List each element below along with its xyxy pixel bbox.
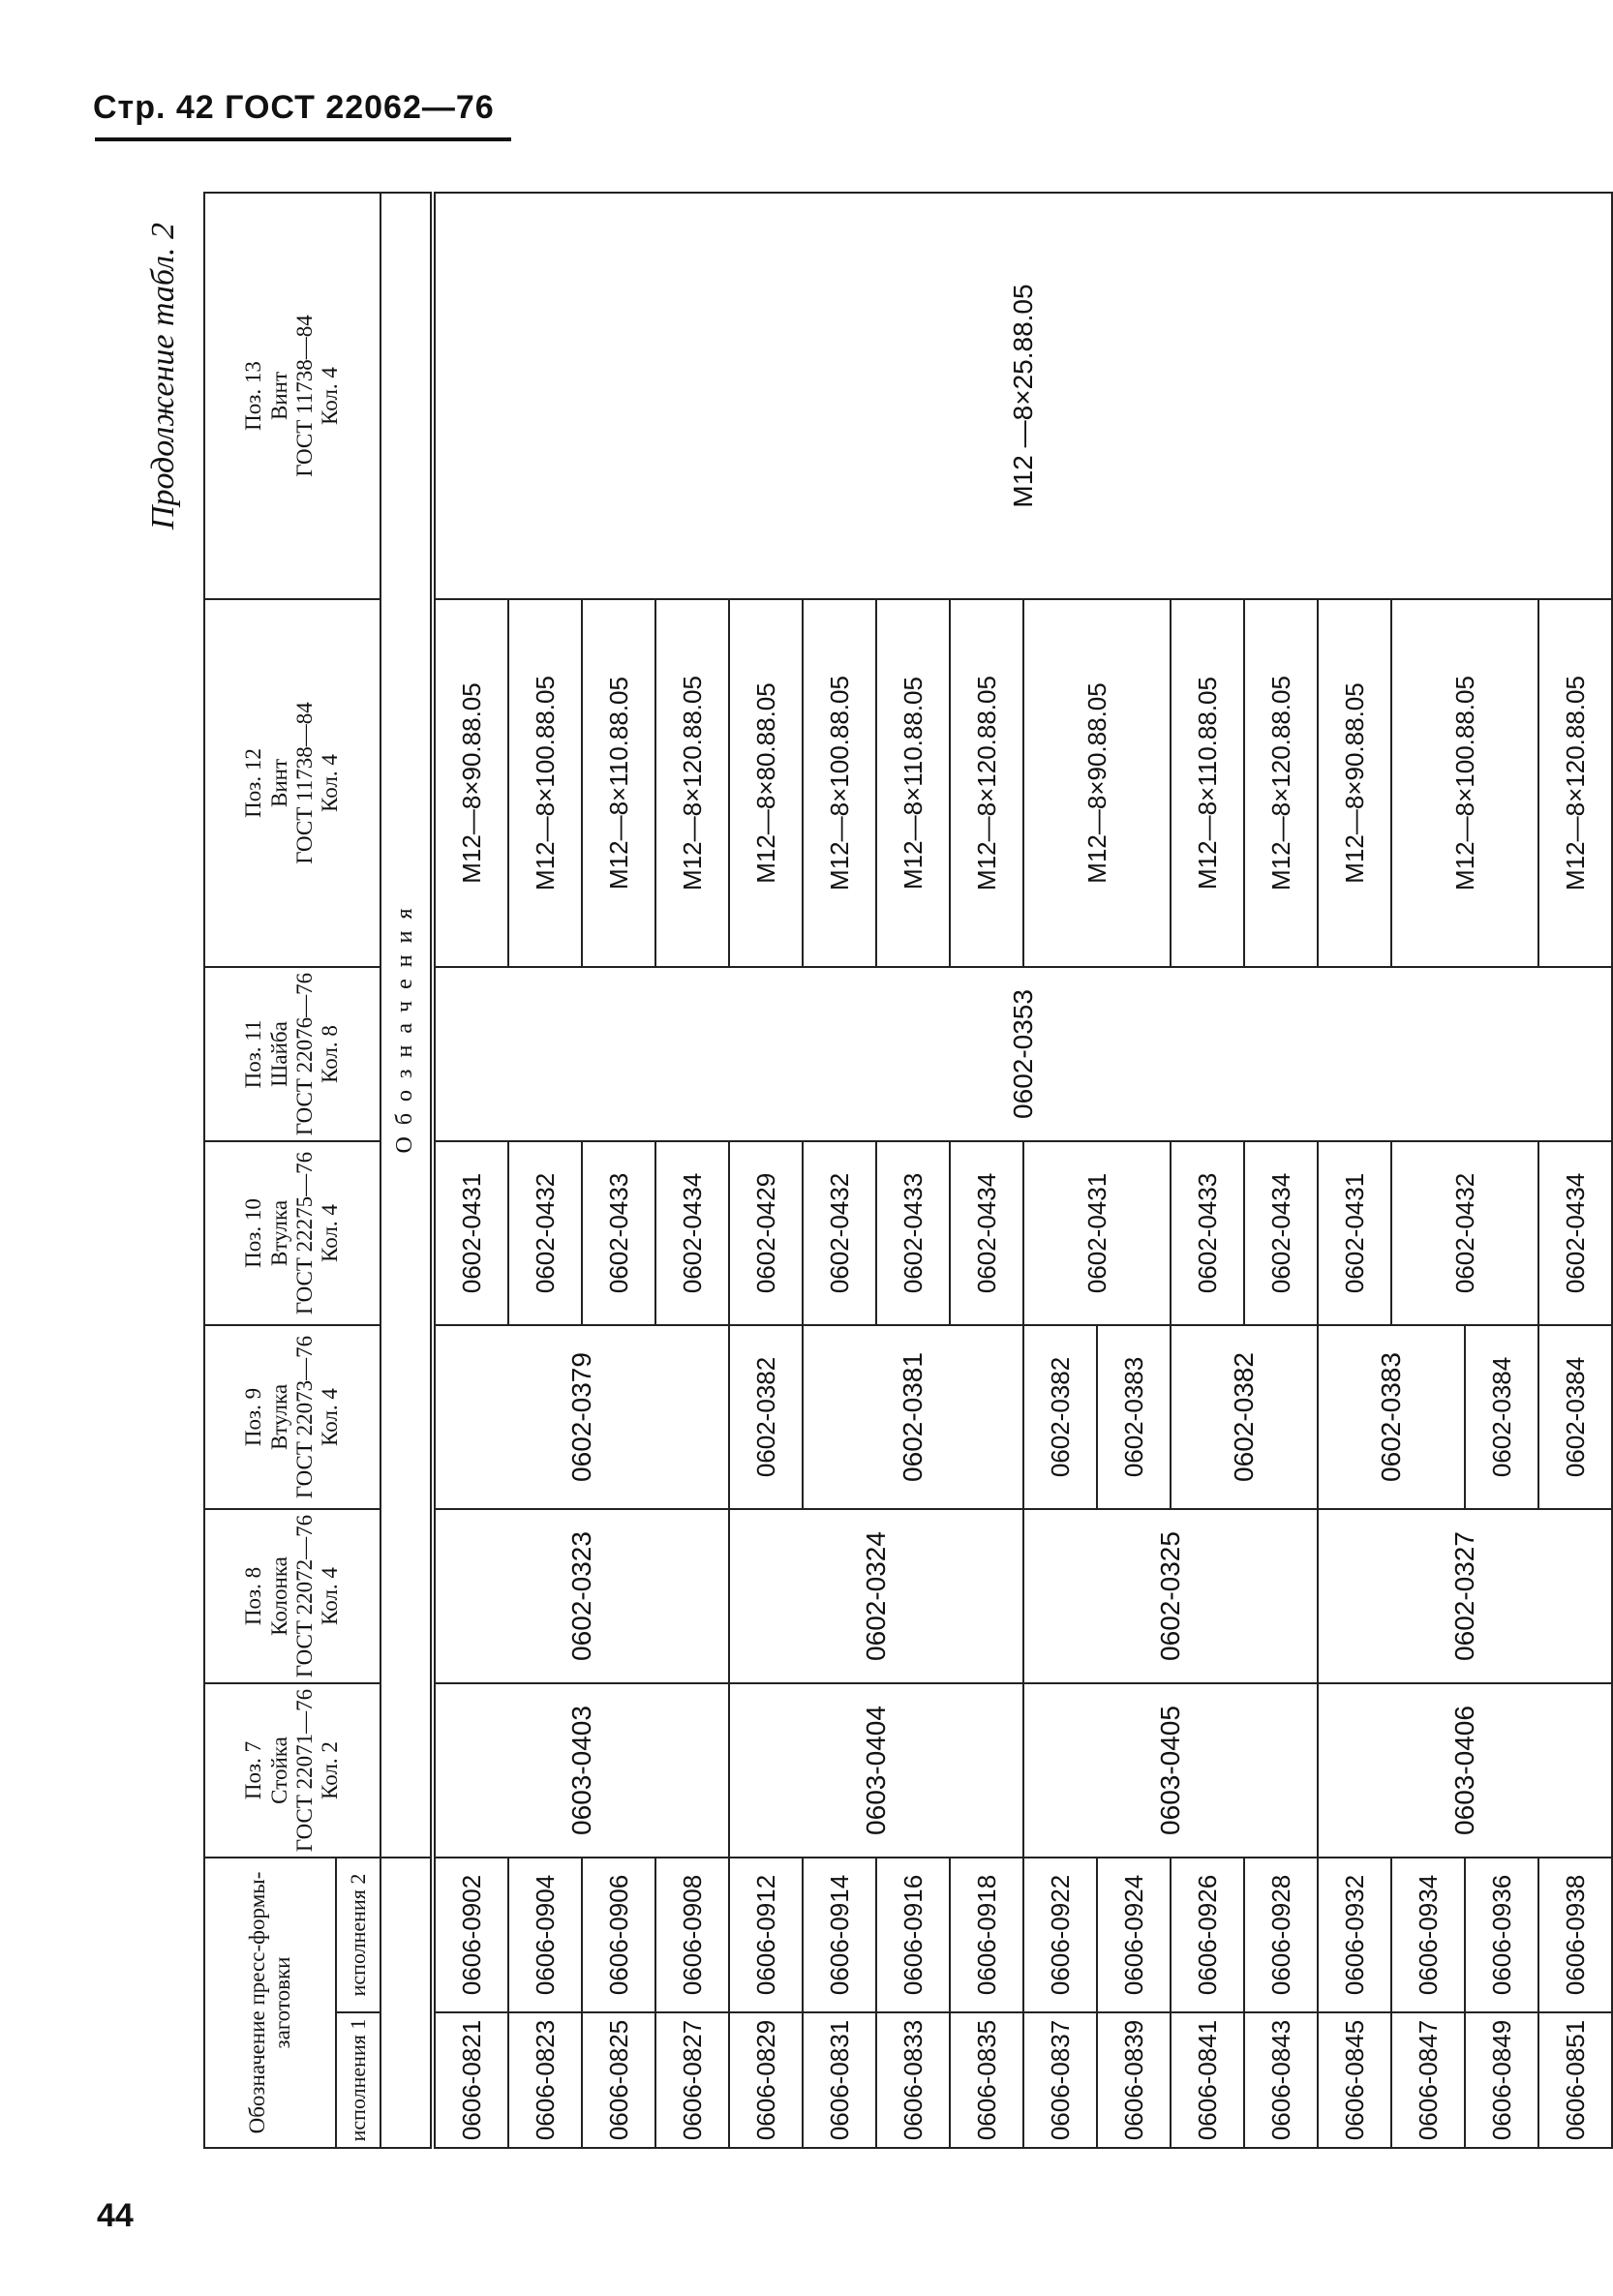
exec2-header: исполнения 2 (336, 1858, 380, 2012)
exec1-cell: 0606-0825 (582, 2012, 655, 2148)
pos9-cell: 0602-0383 (1318, 1325, 1465, 1509)
pos12-cell: М12—8×120.88.05 (1244, 599, 1318, 967)
pos10-cell: 0602-0431 (1318, 1141, 1391, 1325)
pos8-cell: 0602-0324 (729, 1509, 1023, 1683)
pos9-cell: 0602-0381 (803, 1325, 1023, 1509)
exec2-cell: 0606-0918 (950, 1858, 1023, 2012)
pos7-cell: 0603-0405 (1023, 1683, 1318, 1858)
pos10-cell: 0602-0431 (433, 1141, 508, 1325)
exec1-cell: 0606-0851 (1538, 2012, 1612, 2148)
pos9-cell: 0602-0383 (1097, 1325, 1171, 1509)
exec1-cell: 0606-0833 (876, 2012, 950, 2148)
pos7-cell: 0603-0406 (1318, 1683, 1612, 1858)
banner-blank (380, 1858, 433, 2148)
pos12-cell: М12—8×90.88.05 (1023, 599, 1171, 967)
page-number: 44 (97, 2197, 134, 2234)
exec1-cell: 0606-0843 (1244, 2012, 1318, 2148)
pos10-header: Поз. 10 Втулка ГОСТ 22275—76 Кол. 4 (204, 1141, 380, 1325)
pos9-cell: 0602-0379 (433, 1325, 729, 1509)
designation-header: Обозначение пресс-формы-заготовки (204, 1858, 336, 2148)
pos12-cell: М12—8×120.88.05 (1538, 599, 1612, 967)
exec2-cell: 0606-0934 (1391, 1858, 1465, 2012)
pos10-cell: 0602-0432 (1391, 1141, 1538, 1325)
pos12-cell: М12—8×90.88.05 (1318, 599, 1391, 967)
pos10-cell: 0602-0433 (876, 1141, 950, 1325)
exec2-cell: 0606-0906 (582, 1858, 655, 2012)
pos11-cell: 0602-0353 (433, 967, 1612, 1141)
header-rule (95, 137, 511, 141)
pos8-header: Поз. 8 Колонка ГОСТ 22072—76 Кол. 4 (204, 1509, 380, 1683)
pos10-cell: 0602-0434 (655, 1141, 729, 1325)
exec1-cell: 0606-0837 (1023, 2012, 1097, 2148)
pos12-cell: М12—8×120.88.05 (655, 599, 729, 967)
spec-table (203, 192, 1613, 2149)
pos13-cell: М12 —8×25.88.05 (433, 193, 1612, 599)
pos7-header: Поз. 7 Стойка ГОСТ 22071—76 Кол. 2 (204, 1683, 380, 1858)
pos9-cell: 0602-0382 (1023, 1325, 1097, 1509)
exec2-cell: 0606-0924 (1097, 1858, 1171, 2012)
pos8-cell: 0602-0323 (433, 1509, 729, 1683)
pos10-cell: 0602-0434 (1538, 1141, 1612, 1325)
pos12-cell: М12—8×120.88.05 (950, 599, 1023, 967)
exec1-cell: 0606-0849 (1465, 2012, 1538, 2148)
exec1-cell: 0606-0845 (1318, 2012, 1391, 2148)
pos8-cell: 0602-0325 (1023, 1509, 1318, 1683)
exec2-cell: 0606-0932 (1318, 1858, 1391, 2012)
exec1-cell: 0606-0835 (950, 2012, 1023, 2148)
exec1-cell: 0606-0839 (1097, 2012, 1171, 2148)
exec2-cell: 0606-0916 (876, 1858, 950, 2012)
pos10-cell: 0602-0429 (729, 1141, 803, 1325)
pos12-cell: М12—8×110.88.05 (582, 599, 655, 967)
pos9-cell: 0602-0384 (1538, 1325, 1612, 1509)
pos13-header: Поз. 13 Винт ГОСТ 11738—84 Кол. 4 (204, 193, 380, 599)
rotated-table-area (145, 194, 1590, 2149)
pos7-cell: 0603-0403 (433, 1683, 729, 1858)
pos10-cell: 0602-0432 (508, 1141, 582, 1325)
exec1-cell: 0606-0821 (433, 2012, 508, 2148)
table-row (433, 193, 508, 2148)
exec2-cell: 0606-0938 (1538, 1858, 1612, 2012)
pos10-cell: 0602-0432 (803, 1141, 876, 1325)
pos10-cell: 0602-0431 (1023, 1141, 1171, 1325)
pos11-header: Поз. 11 Шайба ГОСТ 22076—76 Кол. 8 (204, 967, 380, 1141)
exec2-cell: 0606-0928 (1244, 1858, 1318, 2012)
pos10-cell: 0602-0433 (582, 1141, 655, 1325)
exec2-cell: 0606-0908 (655, 1858, 729, 2012)
pos10-cell: 0602-0433 (1171, 1141, 1244, 1325)
pos9-cell: 0602-0382 (729, 1325, 803, 1509)
table-title: Продолжение табл. 2 (145, 223, 181, 530)
pos12-cell: М12—8×100.88.05 (1391, 599, 1538, 967)
pos10-cell: 0602-0434 (1244, 1141, 1318, 1325)
exec1-cell: 0606-0841 (1171, 2012, 1244, 2148)
exec2-cell: 0606-0936 (1465, 1858, 1538, 2012)
exec1-cell: 0606-0829 (729, 2012, 803, 2148)
pos9-cell: 0602-0382 (1171, 1325, 1318, 1509)
pos12-cell: М12—8×100.88.05 (508, 599, 582, 967)
exec1-header: исполнения 1 (336, 2012, 380, 2148)
pos9-header: Поз. 9 Втулка ГОСТ 22073—76 Кол. 4 (204, 1325, 380, 1509)
exec1-cell: 0606-0831 (803, 2012, 876, 2148)
pos12-header: Поз. 12 Винт ГОСТ 11738—84 Кол. 4 (204, 599, 380, 967)
pos12-cell: М12—8×90.88.05 (433, 599, 508, 967)
exec1-cell: 0606-0847 (1391, 2012, 1465, 2148)
pos12-cell: М12—8×110.88.05 (1171, 599, 1244, 967)
exec1-cell: 0606-0823 (508, 2012, 582, 2148)
page-header: Стр. 42 ГОСТ 22062—76 (93, 89, 495, 126)
pos8-cell: 0602-0327 (1318, 1509, 1612, 1683)
exec2-cell: 0606-0912 (729, 1858, 803, 2012)
exec2-cell: 0606-0922 (1023, 1858, 1097, 2012)
exec1-cell: 0606-0827 (655, 2012, 729, 2148)
pos12-cell: М12—8×80.88.05 (729, 599, 803, 967)
exec2-cell: 0606-0904 (508, 1858, 582, 2012)
designations-banner: Обозначения (380, 193, 433, 1858)
exec2-cell: 0606-0914 (803, 1858, 876, 2012)
exec2-cell: 0606-0926 (1171, 1858, 1244, 2012)
pos12-cell: М12—8×110.88.05 (876, 599, 950, 967)
exec2-cell: 0606-0902 (433, 1858, 508, 2012)
pos12-cell: М12—8×100.88.05 (803, 599, 876, 967)
pos9-cell: 0602-0384 (1465, 1325, 1538, 1509)
pos7-cell: 0603-0404 (729, 1683, 1023, 1858)
pos10-cell: 0602-0434 (950, 1141, 1023, 1325)
